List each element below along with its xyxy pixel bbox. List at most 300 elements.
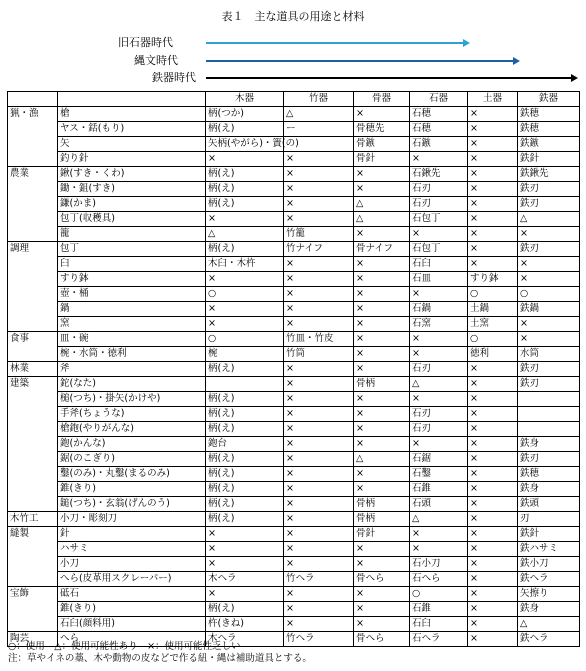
material-cell: ○ [468, 332, 518, 347]
header-cell [8, 92, 58, 107]
tool-name-cell: ヤス・銛(もり) [58, 122, 206, 137]
header-cell: 土器 [468, 92, 518, 107]
category-cell: 建築 [8, 377, 58, 392]
category-cell [8, 197, 58, 212]
material-cell: 水筒 [518, 347, 580, 362]
table-row [8, 302, 580, 317]
material-cell: 石臼 [410, 257, 468, 272]
tool-name-cell: 臼 [58, 257, 206, 272]
material-cell: × [354, 272, 410, 287]
table-row [8, 122, 580, 137]
material-cell: × [468, 392, 518, 407]
material-cell [206, 377, 284, 392]
tool-name-cell: へら [58, 632, 206, 647]
material-cell: × [284, 302, 354, 317]
header-row [8, 92, 580, 107]
table-row [8, 257, 580, 272]
material-cell: △ [410, 512, 468, 527]
material-cell: 石鍬先 [410, 167, 468, 182]
tool-name-cell: 椀・水筒・徳利 [58, 347, 206, 362]
material-cell: × [284, 617, 354, 632]
material-cell: × [284, 557, 354, 572]
material-cell: × [354, 107, 410, 122]
category-cell [8, 302, 58, 317]
material-cell: 鉄刃 [518, 197, 580, 212]
tool-name-cell: すり鉢 [58, 272, 206, 287]
material-cell: × [354, 422, 410, 437]
table-row [8, 392, 580, 407]
material-cell: × [468, 242, 518, 257]
category-cell [8, 227, 58, 242]
category-cell [8, 257, 58, 272]
material-cell: × [284, 512, 354, 527]
table-row [8, 572, 580, 587]
table-row [8, 107, 580, 122]
material-cell: × [468, 557, 518, 572]
material-cell: 鉄身 [518, 437, 580, 452]
material-cell: × [354, 257, 410, 272]
material-cell: × [518, 227, 580, 242]
material-cell: 骨柄 [354, 512, 410, 527]
material-cell: 石穂 [410, 122, 468, 137]
table-row [8, 197, 580, 212]
category-cell [8, 482, 58, 497]
category-cell [8, 287, 58, 302]
material-cell: 竹皿・竹皮 [284, 332, 354, 347]
material-cell: 鉄穂 [518, 122, 580, 137]
material-cell: 石刃 [410, 197, 468, 212]
material-cell: 柄(え) [206, 482, 284, 497]
material-cell: △ [354, 212, 410, 227]
material-cell: × [468, 437, 518, 452]
material-cell: ○ [410, 587, 468, 602]
material-cell: × [468, 182, 518, 197]
material-cell: × [468, 572, 518, 587]
material-cell: × [468, 212, 518, 227]
material-cell: 石へら [410, 572, 468, 587]
material-cell: × [354, 227, 410, 242]
table-row [8, 467, 580, 482]
material-cell: × [354, 287, 410, 302]
tool-name-cell: 包丁 [58, 242, 206, 257]
tool-name-cell: 包丁(収穫具) [58, 212, 206, 227]
table-row [8, 212, 580, 227]
category-cell [8, 467, 58, 482]
category-cell: 宝飾 [8, 587, 58, 602]
material-cell: × [284, 527, 354, 542]
material-cell: × [284, 257, 354, 272]
material-cell: 石刃 [410, 422, 468, 437]
tool-name-cell: 釣り針 [58, 152, 206, 167]
category-cell: 陶芸 [8, 632, 58, 647]
material-cell: × [284, 587, 354, 602]
category-cell [8, 122, 58, 137]
material-cell: 鉄鏃 [518, 137, 580, 152]
tool-name-cell: 鋸(のこぎり) [58, 452, 206, 467]
material-cell: 鉄ヘラ [518, 572, 580, 587]
material-cell: × [206, 212, 284, 227]
material-cell: 鉄針 [518, 527, 580, 542]
material-cell: × [206, 527, 284, 542]
material-cell: × [284, 602, 354, 617]
table-row [8, 437, 580, 452]
material-cell: × [468, 122, 518, 137]
tool-name-cell: 壺・桶 [58, 287, 206, 302]
material-cell: × [284, 497, 354, 512]
material-cell: 骨へら [354, 572, 410, 587]
material-cell: × [468, 452, 518, 467]
table-row [8, 167, 580, 182]
material-cell: × [468, 197, 518, 212]
material-cell: 竹筒 [284, 347, 354, 362]
category-cell [8, 437, 58, 452]
material-cell: × [206, 317, 284, 332]
material-cell: 骨鏃 [354, 137, 410, 152]
material-cell: × [518, 317, 580, 332]
material-cell: × [410, 527, 468, 542]
material-cell: × [468, 542, 518, 557]
material-cell: × [354, 467, 410, 482]
material-cell: 鉄刃 [518, 362, 580, 377]
material-cell: 石小刀 [410, 557, 468, 572]
tool-name-cell: ハサミ [58, 542, 206, 557]
material-cell: × [354, 167, 410, 182]
material-cell: × [354, 602, 410, 617]
material-cell: 柄(え) [206, 122, 284, 137]
category-cell [8, 407, 58, 422]
material-cell: × [354, 557, 410, 572]
material-cell: 骨針 [354, 527, 410, 542]
material-cell: ○ [468, 287, 518, 302]
material-cell [518, 407, 580, 422]
material-cell: × [284, 542, 354, 557]
material-cell: × [354, 482, 410, 497]
material-cell: × [206, 152, 284, 167]
material-cell: × [468, 227, 518, 242]
material-cell: 石臼 [410, 617, 468, 632]
material-cell: × [518, 272, 580, 287]
notes [8, 641, 312, 665]
material-cell: ○ [206, 287, 284, 302]
material-cell: × [410, 152, 468, 167]
material-cell: × [468, 362, 518, 377]
era-label-paleolithic: 旧石器時代 [118, 36, 173, 49]
material-cell: △ [354, 197, 410, 212]
category-cell: 農業 [8, 167, 58, 182]
material-cell: × [468, 632, 518, 647]
table-row [8, 527, 580, 542]
material-cell: 鉄身 [518, 482, 580, 497]
material-cell: △ [518, 617, 580, 632]
material-cell: 柄(え) [206, 362, 284, 377]
material-cell: × [206, 542, 284, 557]
material-cell: ー [284, 122, 354, 137]
category-cell [8, 137, 58, 152]
material-cell: 石鍋 [410, 302, 468, 317]
material-cell: × [284, 422, 354, 437]
table-row [8, 332, 580, 347]
material-cell: × [284, 272, 354, 287]
material-cell: × [468, 137, 518, 152]
material-cell: 鉄刃 [518, 377, 580, 392]
tool-name-cell: 鉋(かんな) [58, 437, 206, 452]
material-cell: 土鍋 [468, 302, 518, 317]
material-cell: × [284, 197, 354, 212]
tool-name-cell: 矢 [58, 137, 206, 152]
table-row [8, 137, 580, 152]
material-cell: × [354, 542, 410, 557]
material-cell: 柄(え) [206, 602, 284, 617]
category-cell: 林業 [8, 362, 58, 377]
material-cell: × [410, 287, 468, 302]
material-cell: × [284, 392, 354, 407]
material-cell [518, 392, 580, 407]
table-row [8, 602, 580, 617]
table-row [8, 362, 580, 377]
tool-name-cell: 石臼(顔料用) [58, 617, 206, 632]
table-title: 表１ 主な道具の用途と材料 [221, 10, 365, 23]
material-cell: × [284, 482, 354, 497]
table-row [8, 422, 580, 437]
category-cell [8, 422, 58, 437]
material-cell: × [468, 512, 518, 527]
material-cell: 骨針 [354, 152, 410, 167]
material-cell: 柄(え) [206, 422, 284, 437]
category-cell [8, 617, 58, 632]
table-row [8, 617, 580, 632]
material-cell: すり鉢 [468, 272, 518, 287]
material-cell: × [468, 587, 518, 602]
material-cell: × [206, 557, 284, 572]
material-cell: × [354, 317, 410, 332]
category-cell [8, 452, 58, 467]
material-cell: 鉄小刀 [518, 557, 580, 572]
material-cell: × [410, 332, 468, 347]
material-cell: × [410, 542, 468, 557]
material-cell: 石刃 [410, 182, 468, 197]
material-cell: × [468, 257, 518, 272]
material-cell: × [284, 182, 354, 197]
material-cell: 石皿 [410, 272, 468, 287]
table-row [8, 452, 580, 467]
material-cell: 竹ヘラ [284, 572, 354, 587]
material-cell: 柄(え) [206, 167, 284, 182]
header-cell: 木器 [206, 92, 284, 107]
material-cell: 鉄鍋 [518, 302, 580, 317]
table-row [8, 377, 580, 392]
material-cell: × [284, 152, 354, 167]
category-cell [8, 497, 58, 512]
material-cell: 骨柄 [354, 377, 410, 392]
table-row [8, 317, 580, 332]
material-cell: ○ [206, 332, 284, 347]
material-cell: 柄(え) [206, 242, 284, 257]
material-cell: 竹籠 [284, 227, 354, 242]
category-cell [8, 542, 58, 557]
material-cell: 石鋸 [410, 452, 468, 467]
tool-name-cell: 槍鉋(やりがんな) [58, 422, 206, 437]
tool-name-cell: 籠 [58, 227, 206, 242]
material-cell: × [284, 317, 354, 332]
material-cell: △ [354, 452, 410, 467]
category-cell [8, 392, 58, 407]
material-cell: × [354, 182, 410, 197]
material-cell: × [284, 407, 354, 422]
legend-note: ○：使用 △：使用可能性あり ×：使用可能性乏しい [8, 641, 241, 652]
tool-name-cell: 皿・碗 [58, 332, 206, 347]
category-cell: 木竹工 [8, 512, 58, 527]
material-cell: 徳利 [468, 347, 518, 362]
material-cell: × [284, 437, 354, 452]
tool-name-cell: 錐(きり) [58, 602, 206, 617]
header-cell: 鉄器 [518, 92, 580, 107]
tool-name-cell: 槍 [58, 107, 206, 122]
material-cell: × [468, 527, 518, 542]
table-row [8, 512, 580, 527]
material-cell: 柄(え) [206, 197, 284, 212]
tool-name-cell: 砥石 [58, 587, 206, 602]
material-cell: 椀 [206, 347, 284, 362]
header-cell: 石器 [410, 92, 468, 107]
material-cell: 杵(きね) [206, 617, 284, 632]
tool-name-cell: 槌(つち)・掛矢(かけや) [58, 392, 206, 407]
table-row [8, 542, 580, 557]
material-cell [518, 422, 580, 437]
category-cell [8, 212, 58, 227]
material-cell: × [354, 407, 410, 422]
table-row [8, 287, 580, 302]
material-cell: 鉄針 [518, 152, 580, 167]
era-arrow-jomon [206, 60, 514, 62]
material-cell: × [206, 587, 284, 602]
material-cell: × [354, 347, 410, 362]
material-cell: × [468, 422, 518, 437]
material-cell: 石包丁 [410, 242, 468, 257]
material-cell: 鉄身 [518, 602, 580, 617]
tool-name-cell: 錐(きり) [58, 482, 206, 497]
category-cell: 猟・漁 [8, 107, 58, 122]
material-cell: × [284, 377, 354, 392]
material-cell: × [468, 107, 518, 122]
material-cell: × [468, 617, 518, 632]
category-cell: 縫製 [8, 527, 58, 542]
material-cell: × [284, 467, 354, 482]
tool-name-cell: 鑿(のみ)・丸鑿(まるのみ) [58, 467, 206, 482]
material-cell: 石刃 [410, 407, 468, 422]
material-cell: × [354, 302, 410, 317]
category-cell [8, 272, 58, 287]
material-cell: × [468, 377, 518, 392]
material-cell: × [354, 332, 410, 347]
material-cell: × [284, 167, 354, 182]
table-row [8, 152, 580, 167]
tool-name-cell: 斧 [58, 362, 206, 377]
material-cell: 鉄穂 [518, 107, 580, 122]
material-cell: 石穂 [410, 107, 468, 122]
material-cell: × [206, 272, 284, 287]
material-cell: 鉄穂 [518, 467, 580, 482]
material-cell: 柄(え) [206, 407, 284, 422]
material-cell: 骨ナイフ [354, 242, 410, 257]
category-cell: 食事 [8, 332, 58, 347]
table-row [8, 182, 580, 197]
material-cell: × [410, 227, 468, 242]
material-cell: 柄(え) [206, 392, 284, 407]
material-cell: △ [206, 227, 284, 242]
material-cell: × [284, 452, 354, 467]
tool-name-cell: 針 [58, 527, 206, 542]
material-cell: 鉄ヘラ [518, 632, 580, 647]
material-cell: × [468, 167, 518, 182]
material-cell: 木ヘラ [206, 572, 284, 587]
material-cell: 石窯 [410, 317, 468, 332]
material-cell: 鉄鍬先 [518, 167, 580, 182]
tool-name-cell: 鉈(なた) [58, 377, 206, 392]
material-cell: 柄(つか) [206, 107, 284, 122]
material-cell: × [206, 302, 284, 317]
material-cell: × [410, 437, 468, 452]
material-cell: × [284, 362, 354, 377]
material-cell: 柄(え) [206, 512, 284, 527]
material-cell: × [468, 467, 518, 482]
tool-name-cell: へら(皮革用スクレーパー) [58, 572, 206, 587]
category-cell: 調理 [8, 242, 58, 257]
material-cell: 骨へら [354, 632, 410, 647]
material-cell: 柄(え) [206, 467, 284, 482]
category-cell [8, 152, 58, 167]
table-row [8, 272, 580, 287]
material-cell: 石錐 [410, 602, 468, 617]
material-cell: × [468, 602, 518, 617]
category-cell [8, 317, 58, 332]
material-cell: × [518, 332, 580, 347]
material-cell: 刃 [518, 512, 580, 527]
material-cell: 石鑿 [410, 467, 468, 482]
material-cell: 柄(え) [206, 182, 284, 197]
material-cell: 柄(え) [206, 452, 284, 467]
material-cell: 石鏃 [410, 137, 468, 152]
material-cell: 石包丁 [410, 212, 468, 227]
table-row [8, 557, 580, 572]
footnote: 注：草やイネの藁、木や動物の皮などで作る紐・縄は補助道具とする。 [8, 653, 312, 664]
material-cell: × [354, 437, 410, 452]
material-cell: × [410, 392, 468, 407]
era-arrow-paleolithic [206, 42, 464, 44]
material-cell: 鉄刃 [518, 182, 580, 197]
material-cell: 石頭 [410, 497, 468, 512]
material-cell: 鉄刃 [518, 452, 580, 467]
table-row [8, 227, 580, 242]
material-cell: 木臼・木杵 [206, 257, 284, 272]
tool-name-cell: 鋤・鉏(すき) [58, 182, 206, 197]
material-cell: 骨穂先 [354, 122, 410, 137]
tool-name-cell: 鍬(すき・くわ) [58, 167, 206, 182]
material-cell: 石ヘラ [410, 632, 468, 647]
table-row [8, 587, 580, 602]
header-cell: 骨器 [354, 92, 410, 107]
era-arrow-iron [206, 77, 572, 79]
material-cell: × [284, 212, 354, 227]
table-row [8, 242, 580, 257]
table-row [8, 497, 580, 512]
material-cell: △ [410, 377, 468, 392]
material-cell: × [468, 152, 518, 167]
material-cell: × [468, 482, 518, 497]
material-cell: × [354, 587, 410, 602]
tool-name-cell: 鍋 [58, 302, 206, 317]
material-cell: 石錐 [410, 482, 468, 497]
material-cell: × [518, 257, 580, 272]
